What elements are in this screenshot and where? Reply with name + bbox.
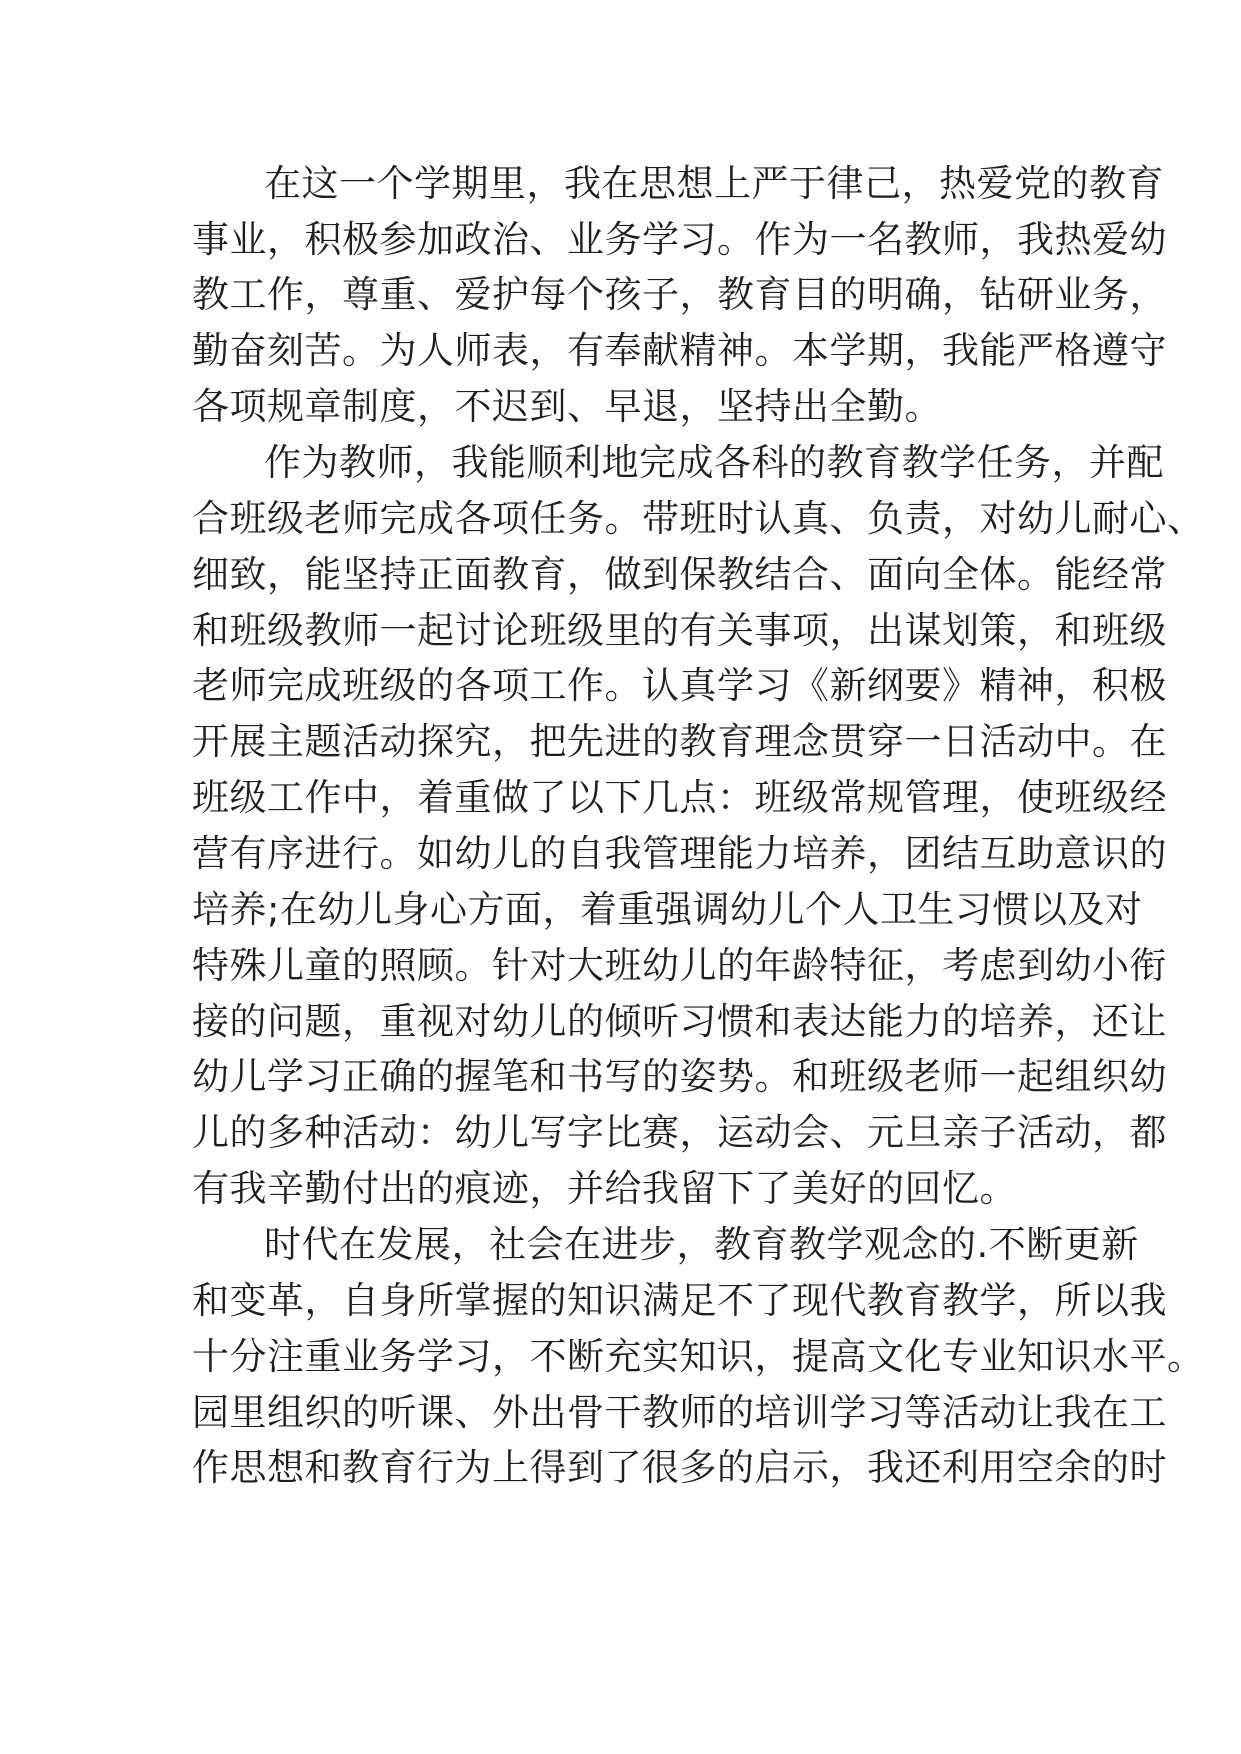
paragraph-2-line-11: 接的问题，重视对幼儿的倾听习惯和表达能力的培养，还让 bbox=[192, 1000, 1167, 1043]
paragraph-3-line-5: 作思想和教育行为上得到了很多的启示，我还利用空余的时 bbox=[192, 1446, 1167, 1489]
paragraph-2-line-13: 儿的多种活动：幼儿写字比赛，运动会、元旦亲子活动，都 bbox=[192, 1111, 1167, 1154]
paragraph-2-line-2: 合班级老师完成各项任务。带班时认真、负责，对幼儿耐心、 bbox=[192, 497, 1205, 540]
paragraph-2-line-8: 营有序进行。如幼儿的自我管理能力培养，团结互助意识的 bbox=[192, 832, 1167, 875]
paragraph-3-line-4: 园里组织的听课、外出骨干教师的培训学习等活动让我在工 bbox=[192, 1391, 1167, 1434]
paragraph-2-line-10: 特殊儿童的照顾。针对大班幼儿的年龄特征，考虑到幼小衔 bbox=[192, 944, 1167, 987]
paragraph-2-line-14: 有我辛勤付出的痕迹，并给我留下了美好的回忆。 bbox=[192, 1167, 1017, 1210]
paragraph-3-line-2: 和变革，自身所掌握的知识满足不了现代教育教学，所以我 bbox=[192, 1279, 1167, 1322]
paragraph-1-line-2: 事业，积极参加政治、业务学习。作为一名教师，我热爱幼 bbox=[192, 218, 1167, 261]
paragraph-2-line-3: 细致，能坚持正面教育，做到保教结合、面向全体。能经常 bbox=[192, 553, 1167, 596]
paragraph-2-line-6: 开展主题活动探究，把先进的教育理念贯穿一日活动中。在 bbox=[192, 720, 1167, 763]
paragraph-2-line-9: 培养;在幼儿身心方面，着重强调幼儿个人卫生习惯以及对 bbox=[192, 888, 1143, 931]
paragraph-2-line-4: 和班级教师一起讨论班级里的有关事项，出谋划策，和班级 bbox=[192, 609, 1167, 652]
paragraph-3-line-3: 十分注重业务学习，不断充实知识，提高文化专业知识水平。 bbox=[192, 1335, 1205, 1378]
paragraph-2-line-7: 班级工作中，着重做了以下几点：班级常规管理，使班级经 bbox=[192, 776, 1167, 819]
paragraph-2-line-5: 老师完成班级的各项工作。认真学习《新纲要》精神，积极 bbox=[192, 664, 1167, 707]
paragraph-1-line-1: 在这一个学期里，我在思想上严于律己，热爱党的教育 bbox=[264, 162, 1164, 205]
paragraph-1-line-4: 勤奋刻苦。为人师表，有奉献精神。本学期，我能严格遵守 bbox=[192, 329, 1167, 372]
paragraph-2-line-12: 幼儿学习正确的握笔和书写的姿势。和班级老师一起组织幼 bbox=[192, 1055, 1167, 1098]
paragraph-2-line-1: 作为教师，我能顺利地完成各科的教育教学任务，并配 bbox=[264, 441, 1164, 484]
paragraph-3-line-1: 时代在发展，社会在进步，教育教学观念的.不断更新 bbox=[264, 1223, 1139, 1266]
paragraph-1-line-5: 各项规章制度，不迟到、早退，坚持出全勤。 bbox=[192, 385, 942, 428]
paragraph-1-line-3: 教工作，尊重、爱护每个孩子，教育目的明确，钻研业务， bbox=[192, 273, 1167, 316]
